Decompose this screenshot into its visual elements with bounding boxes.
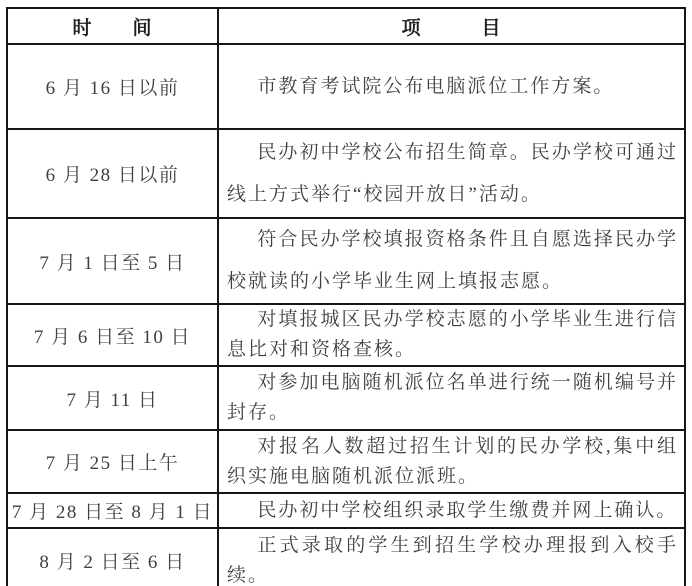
time-cell: 6 月 16 日以前 (7, 44, 218, 129)
table-row (7, 430, 685, 493)
item-cell (218, 218, 685, 304)
time-cell: 7 月 1 日至 5 日 (7, 218, 218, 304)
item-cell (218, 430, 685, 493)
item-cell-text: 正式录取的学生到招生学校办理报到入校手续。 (227, 534, 678, 586)
header-item: 项 目 (218, 8, 685, 44)
time-cell: 7 月 11 日 (7, 366, 218, 430)
table-row (7, 44, 685, 129)
item-cell (218, 304, 685, 366)
item-cell (218, 44, 685, 129)
time-cell: 8 月 2 日至 6 日 (7, 528, 218, 586)
item-cell-text: 民办初中学校组织录取学生缴费并网上确认。 (257, 499, 678, 521)
schedule-table (6, 7, 686, 586)
table-body (7, 44, 685, 586)
table-row (7, 304, 685, 366)
item-cell-text: 符合民办学校填报资格条件且自愿选择民办学校就读的小学毕业生网上填报志愿。 (227, 229, 678, 292)
item-cell-text: 对报名人数超过招生计划的民办学校,集中组织实施电脑随机派位派班。 (227, 435, 678, 487)
table-row (7, 493, 685, 528)
item-cell (218, 129, 685, 218)
time-cell: 7 月 6 日至 10 日 (7, 304, 218, 366)
table-row (7, 366, 685, 430)
item-cell-text: 市教育考试院公布电脑派位工作方案。 (257, 75, 615, 97)
table-row (7, 218, 685, 304)
item-cell-text: 对填报城区民办学校志愿的小学毕业生进行信息比对和资格查核。 (227, 309, 678, 360)
item-cell-text: 对参加电脑随机派位名单进行统一随机编号并封存。 (227, 372, 678, 423)
table-row (7, 129, 685, 218)
time-cell: 7 月 28 日至 8 月 1 日 (7, 493, 218, 528)
item-cell (218, 528, 685, 586)
table-row (7, 528, 685, 586)
item-cell (218, 366, 685, 430)
item-cell (218, 493, 685, 528)
time-cell: 6 月 28 日以前 (7, 129, 218, 218)
item-cell-text: 民办初中学校公布招生简章。民办学校可通过线上方式举行“校园开放日”活动。 (227, 141, 678, 205)
header-row (7, 8, 685, 44)
time-cell: 7 月 25 日上午 (7, 430, 218, 493)
header-time: 时 间 (7, 8, 218, 44)
